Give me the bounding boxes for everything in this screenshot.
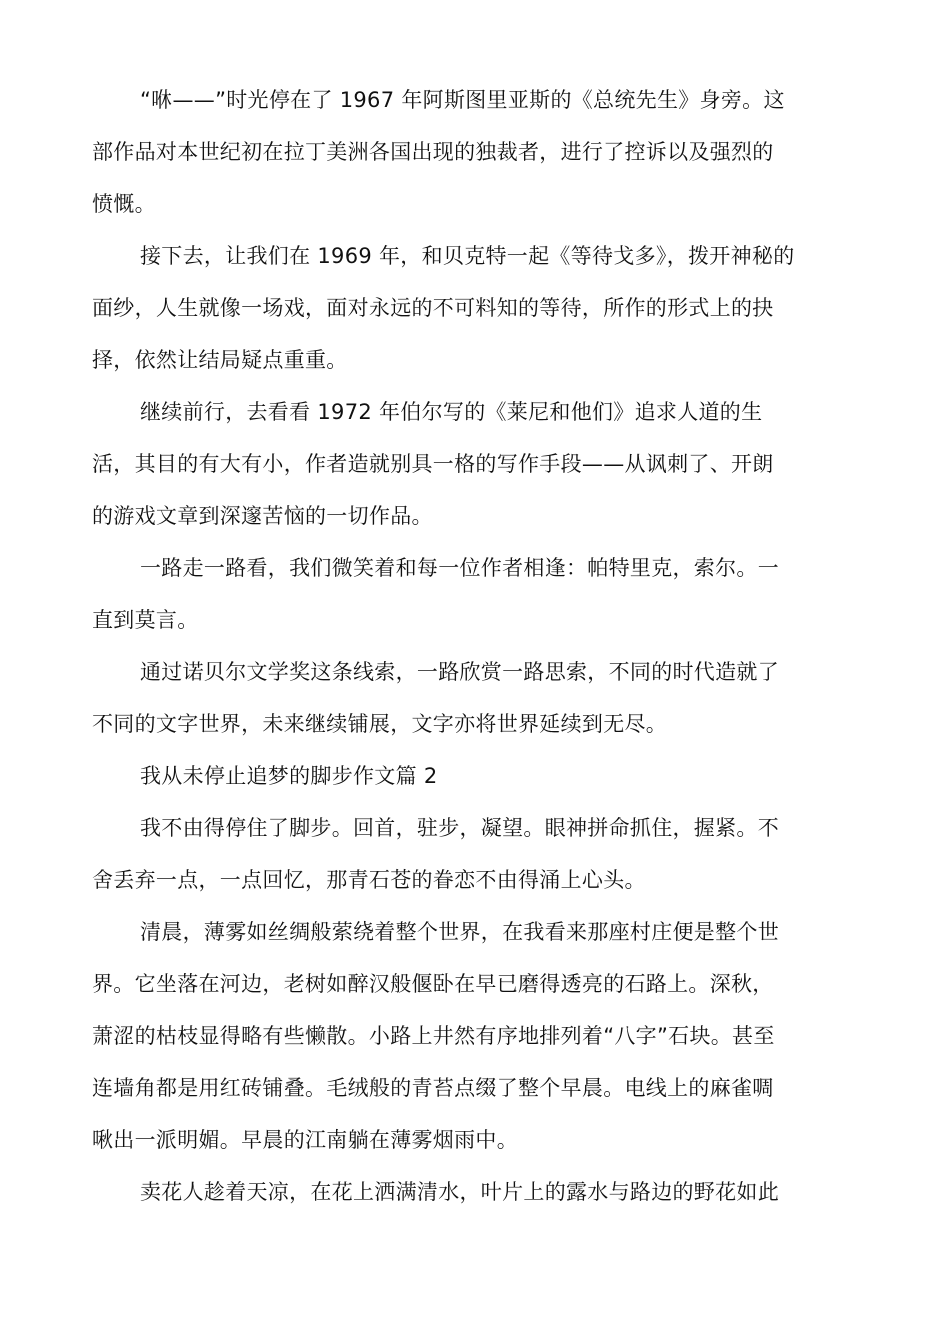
text-line: 不同的文字世界，未来继续铺展，文字亦将世界延续到无尽。 [92,712,668,736]
text-line: 一路走一路看，我们微笑着和每一位作者相逢：帕特里克，索尔。一 [140,556,779,580]
text-line: 清晨，薄雾如丝绸般萦绕着整个世界，在我看来那座村庄便是整个世 [140,920,779,944]
text-line: 愤慨。 [92,192,156,216]
text-line: 连墙角都是用红砖铺叠。毛绒般的青苔点缀了整个早晨。电线上的麻雀啁 [92,1076,774,1100]
text-line: 活，其目的有大有小，作者造就别具一格的写作手段——从讽刺了、开朗 [92,452,774,476]
text-line: 接下去，让我们在 1969 年，和贝克特一起《等待戈多》，拨开神秘的 [140,244,795,268]
text-line: 直到莫言。 [92,608,199,632]
text-line: 界。它坐落在河边，老树如醉汉般偃卧在早已磨得透亮的石路上。深秋， [92,972,774,996]
text-line: 我不由得停住了脚步。回首，驻步，凝望。眼神拼命抓住，握紧。不 [140,816,779,840]
text-line: 舍丢弃一点，一点回忆，那青石苍的眷恋不由得涌上心头。 [92,868,646,892]
text-line: 萧涩的枯枝显得略有些懒散。小路上井然有序地排列着“八字”石块。甚至 [92,1024,775,1048]
text-line: 部作品对本世纪初在拉丁美洲各国出现的独裁者，进行了控诉以及强烈的 [92,140,774,164]
text-line: “咻——”时光停在了 1967 年阿斯图里亚斯的《总统先生》身旁。这 [140,88,785,112]
text-line: 继续前行，去看看 1972 年伯尔写的《莱尼和他们》追求人道的生 [140,400,763,424]
section-heading: 我从未停止追梦的脚步作文篇 2 [140,764,438,788]
text-line: 择，依然让结局疑点重重。 [92,348,348,372]
text-line: 的游戏文章到深邃苦恼的一切作品。 [92,504,433,528]
text-line: 面纱，人生就像一场戏，面对永远的不可料知的等待，所作的形式上的抉 [92,296,774,320]
text-line: 通过诺贝尔文学奖这条线索，一路欣赏一路思索，不同的时代造就了 [140,660,779,684]
text-line: 卖花人趁着天凉，在花上洒满清水，叶片上的露水与路边的野花如此 [140,1180,779,1204]
text-line: 啾出一派明媚。早晨的江南躺在薄雾烟雨中。 [92,1128,518,1152]
